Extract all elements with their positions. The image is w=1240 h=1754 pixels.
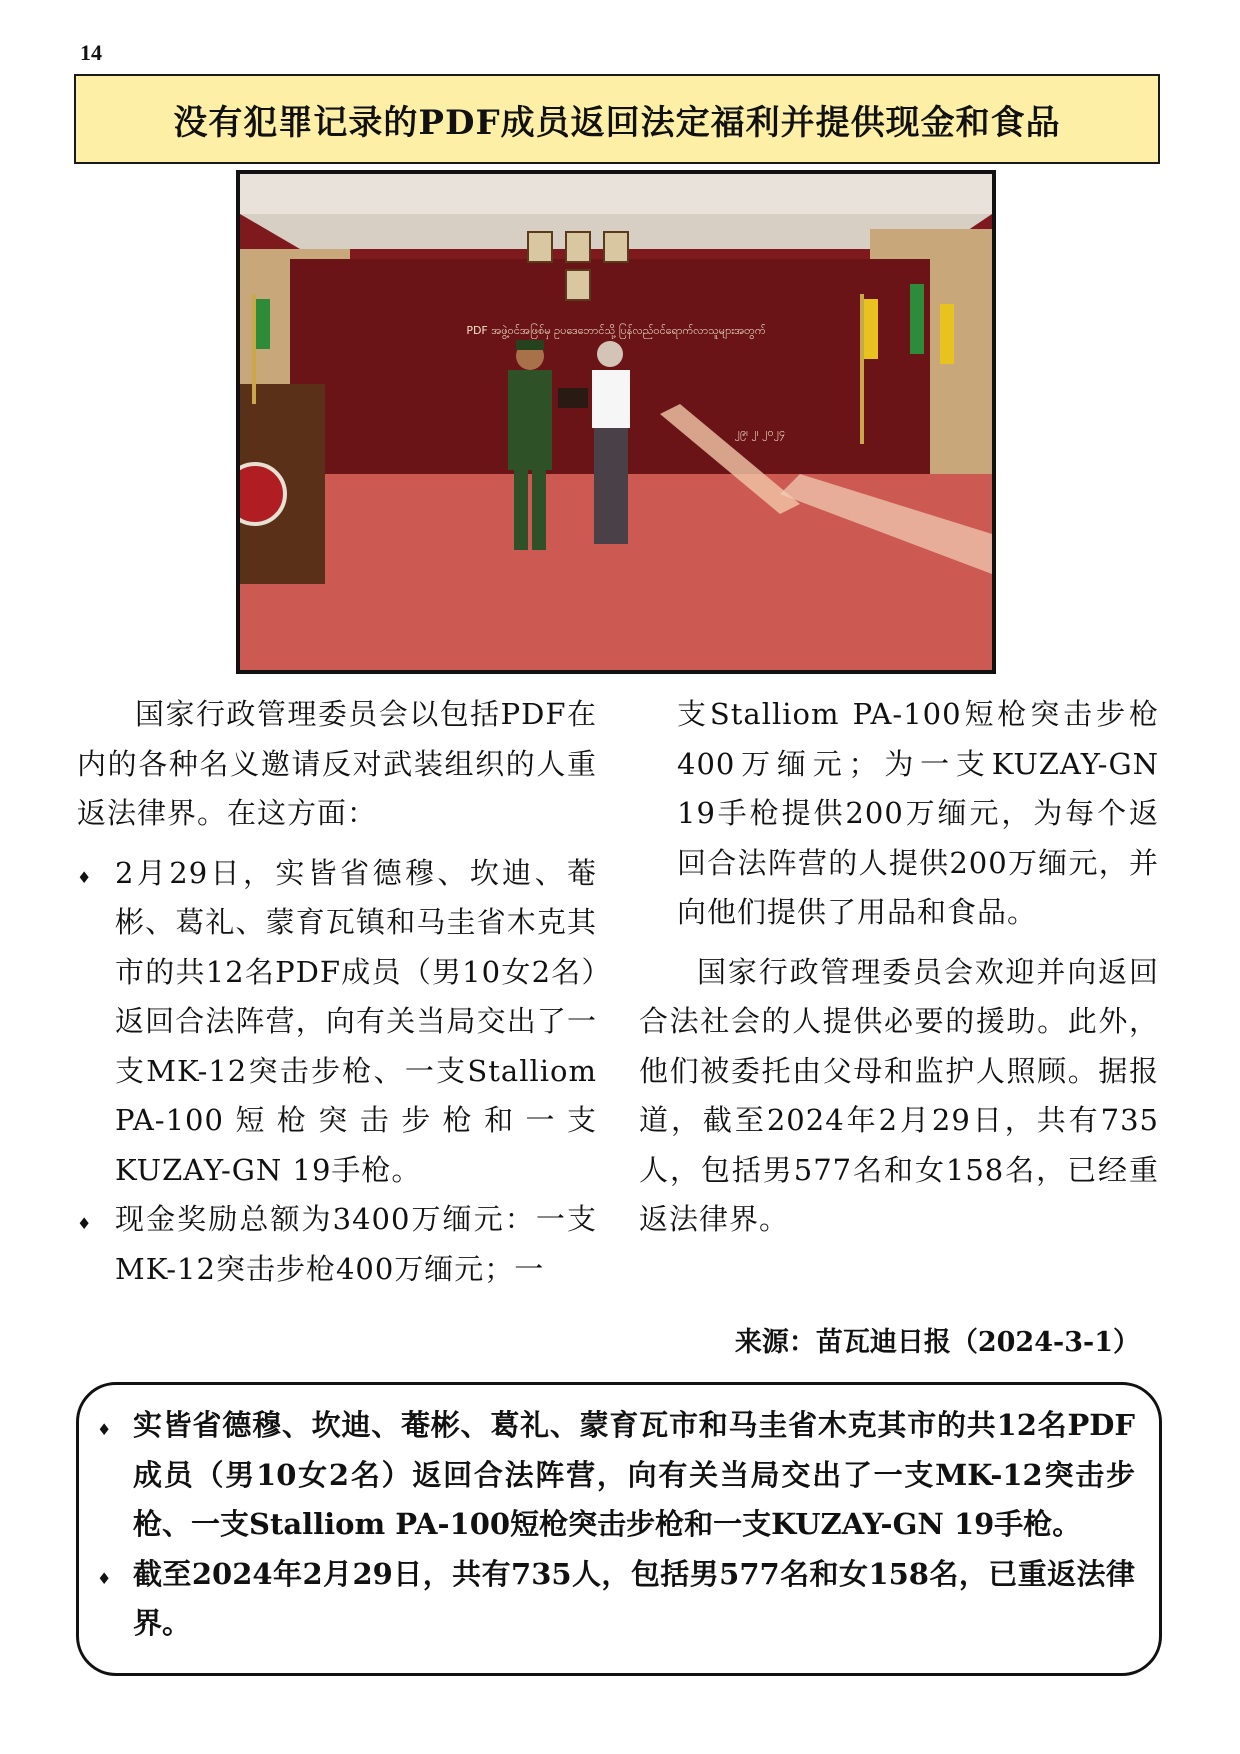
summary-box <box>76 1382 1162 1676</box>
diamond-bullet-icon: ♦ <box>77 867 93 887</box>
article-right-column <box>639 690 1159 1245</box>
article-closing: 国家行政管理委员会欢迎并向返回合法社会的人提供必要的援助。此外，他们被委托由父母和监护人照顾。据报道，截至2024年2月29日，共有735人，包括男577名和女158名，已经重返法律界。 <box>639 954 1159 1236</box>
recipient-longyi <box>594 428 628 544</box>
page-title: 没有犯罪记录的PDF成员返回法定福利并提供现金和食品 <box>74 74 1160 164</box>
emblem <box>240 464 285 524</box>
officer-uniform <box>508 370 552 470</box>
flag-left <box>256 299 270 349</box>
summary-text: 截至2024年2月29日，共有735人，包括男577名和女158名，已重返法律界。 <box>133 1556 1135 1640</box>
banner-text: PDF အဖွဲ့ဝင်အဖြစ်မှ ဥပဒေဘောင်သို့ ပြန်လည်ဝင်ရောက်လာသူများအတွက် <box>466 324 766 337</box>
page-number: 14 <box>80 40 102 65</box>
flag-right-2 <box>910 284 924 354</box>
ceiling <box>240 174 992 214</box>
flag-pole-left <box>252 294 256 404</box>
recipient-shirt <box>592 370 630 428</box>
bullet-text: 现金奖励总额为3400万缅元：一支MK-12突击步枪400万缅元；一 <box>115 1202 597 1286</box>
banner-date: ၂၉၊ ၂၊ ၂၀၂၄ <box>734 426 786 439</box>
diamond-bullet-icon: ♦ <box>97 1568 112 1588</box>
ceremony-photo <box>236 170 996 674</box>
portrait-3 <box>604 232 628 262</box>
flag-pole-right <box>860 294 864 444</box>
article-bullet <box>77 1195 597 1294</box>
diamond-bullet-icon: ♦ <box>97 1420 112 1439</box>
summary-text: 实皆省德穆、坎迪、菴彬、葛礼、蒙育瓦市和马圭省木克其市的共12名PDF成员（男10女2名）返回合法阵营，向有关当局交出了一支MK-12突击步枪、一支Stalliom PA-100短枪突击步枪和一支KUZAY-GN 19手枪。 <box>133 1408 1135 1541</box>
officer-cap <box>516 340 544 350</box>
portrait-1 <box>528 232 552 262</box>
flag-right <box>864 299 878 359</box>
diamond-bullet-icon: ♦ <box>77 1214 93 1233</box>
article-intro: 国家行政管理委员会以包括PDF在内的各种名义邀请反对武装组织的人重返法律界。在这方面： <box>77 697 597 830</box>
article-bullet <box>77 849 597 1196</box>
source-citation: 来源：苗瓦迪日报（2024-3-1） <box>734 1327 1140 1358</box>
bullet-text: 2月29日，实皆省德穆、坎迪、菴彬、葛礼、蒙育瓦镇和马圭省木克其市的共12名PDF成员（男10女2名）返回合法阵营，向有关当局交出了一支MK-12突击步枪、一支Stalliom PA-100短枪突击步枪和一支KUZAY-GN 19手枪。 <box>115 855 597 1187</box>
handover-item <box>558 388 588 408</box>
summary-bullet <box>97 1401 1135 1550</box>
portrait-2 <box>566 232 590 262</box>
article-left-column <box>77 690 597 1294</box>
bullet-continuation: 支Stalliom PA-100短枪突击步枪400万缅元；为一支KUZAY-GN 19手枪提供200万缅元，为每个返回合法阵营的人提供200万缅元，并向他们提供了用品和食品。 <box>677 697 1159 929</box>
flag-right-3 <box>940 304 954 364</box>
portrait-4 <box>566 270 590 300</box>
summary-bullet <box>97 1550 1135 1649</box>
officer-leg-left <box>514 470 528 550</box>
officer-leg-right <box>532 470 546 550</box>
recipient-head <box>597 341 623 367</box>
